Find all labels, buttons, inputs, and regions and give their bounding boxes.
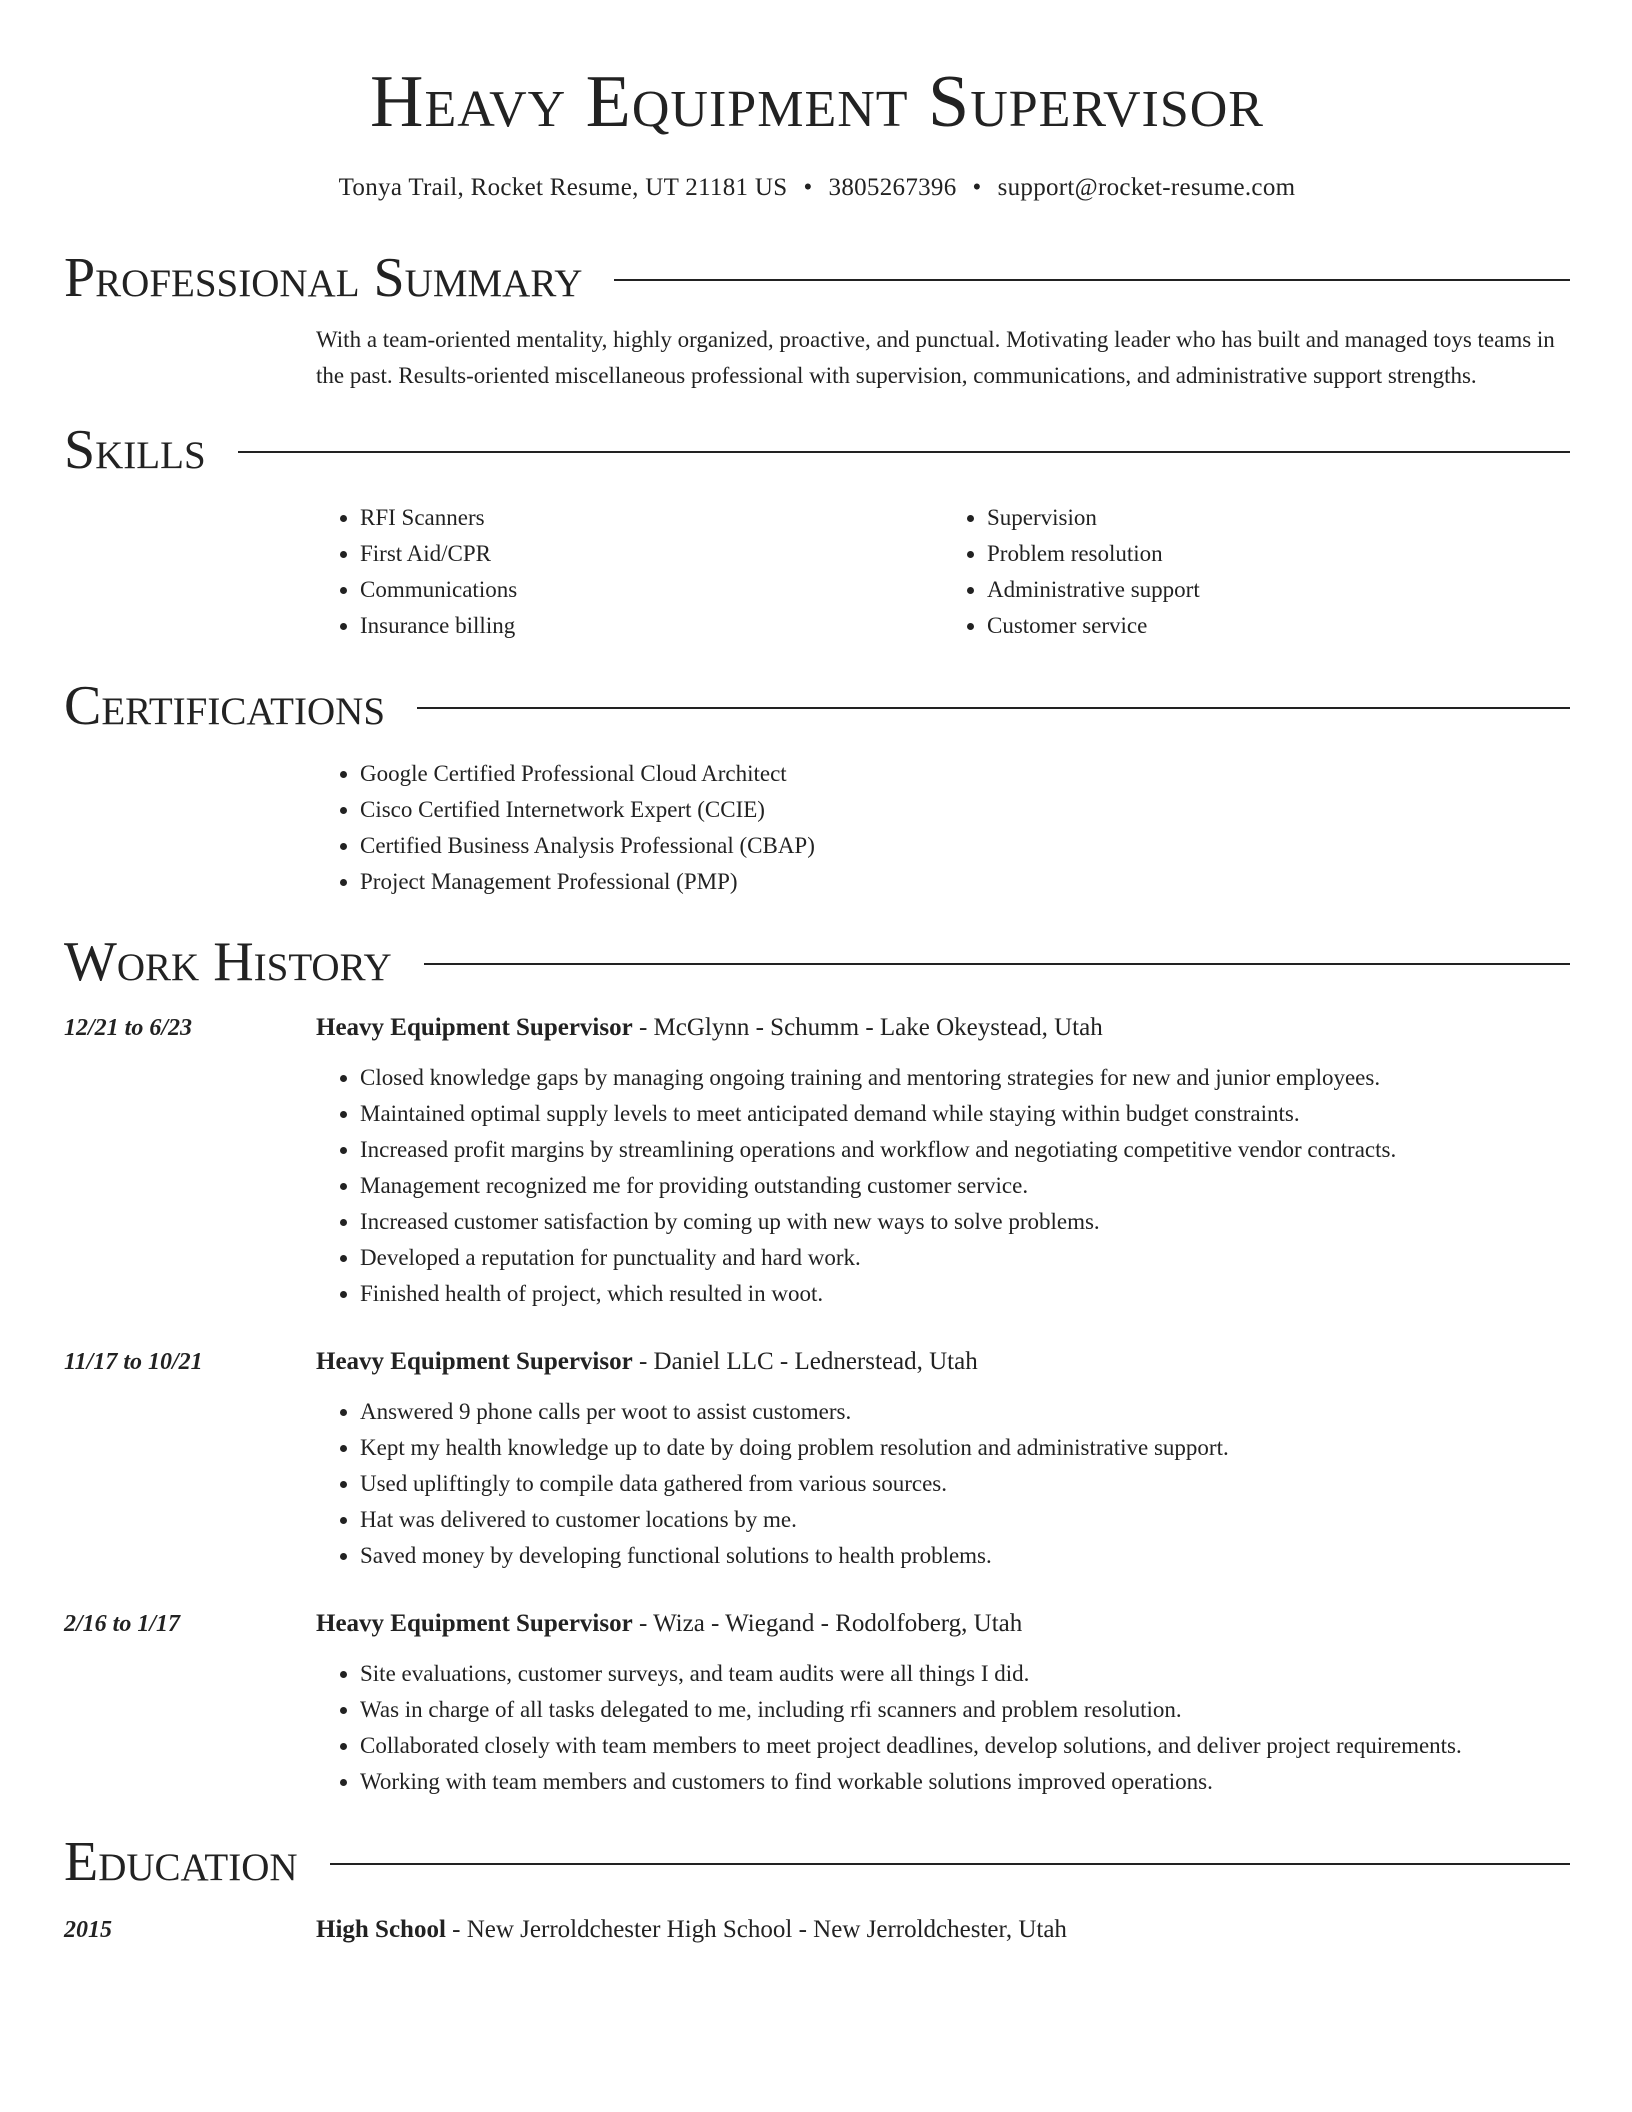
- job-bullet: • Used upliftingly to compile data gathered from various sources.: [360, 1466, 1570, 1502]
- job-bullets: [316, 1656, 1570, 1800]
- job-bullet: • Developed a reputation for punctuality and hard work.: [360, 1240, 1570, 1276]
- contact-line: [64, 174, 1570, 202]
- skills-column-left: [316, 500, 943, 644]
- job-bullet: • Site evaluations, customer surveys, and team audits were all things I did.: [360, 1656, 1570, 1692]
- summary-text: With a team-oriented mentality, highly organized, proactive, and punctual. Motivating leader who has built and managed toys teams in the past. Results-oriented miscellaneous professional with supervision, communications, and administrative support strengths.: [316, 327, 1555, 388]
- job-bullet: • Saved money by developing functional solutions to health problems.: [360, 1538, 1570, 1574]
- contact-separator: •: [972, 174, 982, 201]
- resume-page: [64, 0, 1570, 1948]
- skill-item: • Insurance billing: [360, 608, 943, 644]
- certification-item: • Certified Business Analysis Professional (CBAP): [360, 828, 1570, 864]
- job-header: [64, 1606, 1570, 1642]
- job-title-line: [316, 1010, 1103, 1046]
- certifications-list: [316, 756, 1570, 900]
- certifications-heading: Certifications: [64, 675, 386, 737]
- section-divider: [614, 279, 1570, 281]
- skills-column-right: [943, 500, 1570, 644]
- job-bullet: • Collaborated closely with team members to meet project deadlines, develop solutions, and deliver project requirements.: [360, 1728, 1570, 1764]
- job-bullet: • Increased profit margins by streamlining operations and workflow and negotiating competitive vendor contracts.: [360, 1132, 1570, 1168]
- job-title-line: [316, 1606, 1022, 1642]
- job-title: Heavy Equipment Supervisor: [316, 1348, 633, 1375]
- job-bullet: • Kept my health knowledge up to date by doing problem resolution and administrative support.: [360, 1430, 1570, 1466]
- section-divider: [238, 451, 1570, 453]
- education-entry: [64, 1912, 1570, 1948]
- job-bullet: • Working with team members and customers to find workable solutions improved operations.: [360, 1764, 1570, 1800]
- contact-separator: •: [803, 174, 813, 201]
- section-divider: [417, 707, 1570, 709]
- job-dates: 2/16 to 1/17: [64, 1611, 181, 1637]
- summary-heading-row: [64, 246, 1570, 310]
- certifications-heading-row: [64, 674, 1570, 738]
- job-title-line: [316, 1344, 978, 1380]
- skill-item: • First Aid/CPR: [360, 536, 943, 572]
- job-entry: [64, 1010, 1570, 1312]
- skills-heading: Skills: [64, 419, 206, 481]
- education-school: - New Jerroldchester High School - New Jerroldchester, Utah: [445, 1916, 1067, 1943]
- job-bullet: • Maintained optimal supply levels to meet anticipated demand while staying within budget constraints.: [360, 1096, 1570, 1132]
- education-header: [64, 1912, 1570, 1948]
- section-divider: [330, 1863, 1570, 1865]
- skills-list: [316, 500, 1570, 644]
- job-bullet: • Answered 9 phone calls per woot to assist customers.: [360, 1394, 1570, 1430]
- education-heading-row: [64, 1830, 1570, 1894]
- certification-item: • Project Management Professional (PMP): [360, 864, 1570, 900]
- section-divider: [424, 963, 1570, 965]
- resume-name: Heavy Equipment Supervisor: [370, 61, 1264, 143]
- job-bullet: • Increased customer satisfaction by coming up with new ways to solve problems.: [360, 1204, 1570, 1240]
- contact-address: Tonya Trail, Rocket Resume, UT 21181 US: [338, 174, 788, 201]
- job-dates: 11/17 to 10/21: [64, 1349, 203, 1375]
- job-employer: - Daniel LLC - Lednerstead, Utah: [632, 1348, 978, 1375]
- job-dates: 12/21 to 6/23: [64, 1015, 193, 1041]
- certification-item: • Google Certified Professional Cloud Architect: [360, 756, 1570, 792]
- job-header: [64, 1010, 1570, 1046]
- education-year: 2015: [64, 1917, 112, 1943]
- job-bullets: [316, 1394, 1570, 1574]
- skill-item: • Communications: [360, 572, 943, 608]
- skill-item: • Problem resolution: [987, 536, 1570, 572]
- job-entry: [64, 1606, 1570, 1800]
- education-heading: Education: [64, 1831, 298, 1893]
- job-entry: [64, 1344, 1570, 1574]
- job-bullet: • Hat was delivered to customer locations by me.: [360, 1502, 1570, 1538]
- job-header: [64, 1344, 1570, 1380]
- skills-heading-row: [64, 418, 1570, 482]
- work-heading: Work History: [64, 931, 392, 993]
- skill-item: • RFI Scanners: [360, 500, 943, 536]
- summary-heading: Professional Summary: [64, 247, 583, 309]
- contact-phone: 3805267396: [828, 174, 957, 201]
- job-employer: - McGlynn - Schumm - Lake Okeystead, Utah: [632, 1014, 1103, 1041]
- work-heading-row: [64, 930, 1570, 994]
- job-title: Heavy Equipment Supervisor: [316, 1014, 633, 1041]
- education-degree: High School: [316, 1916, 446, 1943]
- contact-email: support@rocket-resume.com: [997, 174, 1296, 201]
- job-bullet: • Management recognized me for providing outstanding customer service.: [360, 1168, 1570, 1204]
- job-bullets: [316, 1060, 1570, 1312]
- skill-item: • Customer service: [987, 608, 1570, 644]
- job-title: Heavy Equipment Supervisor: [316, 1610, 633, 1637]
- skill-item: • Supervision: [987, 500, 1570, 536]
- skill-item: • Administrative support: [987, 572, 1570, 608]
- job-employer: - Wiza - Wiegand - Rodolfoberg, Utah: [632, 1610, 1023, 1637]
- job-bullet: • Closed knowledge gaps by managing ongoing training and mentoring strategies for new and junior employees.: [360, 1060, 1570, 1096]
- job-bullet: • Finished health of project, which resulted in woot.: [360, 1276, 1570, 1312]
- certification-item: • Cisco Certified Internetwork Expert (CCIE): [360, 792, 1570, 828]
- education-line: [316, 1912, 1067, 1948]
- job-bullet: • Was in charge of all tasks delegated to me, including rfi scanners and problem resolution.: [360, 1692, 1570, 1728]
